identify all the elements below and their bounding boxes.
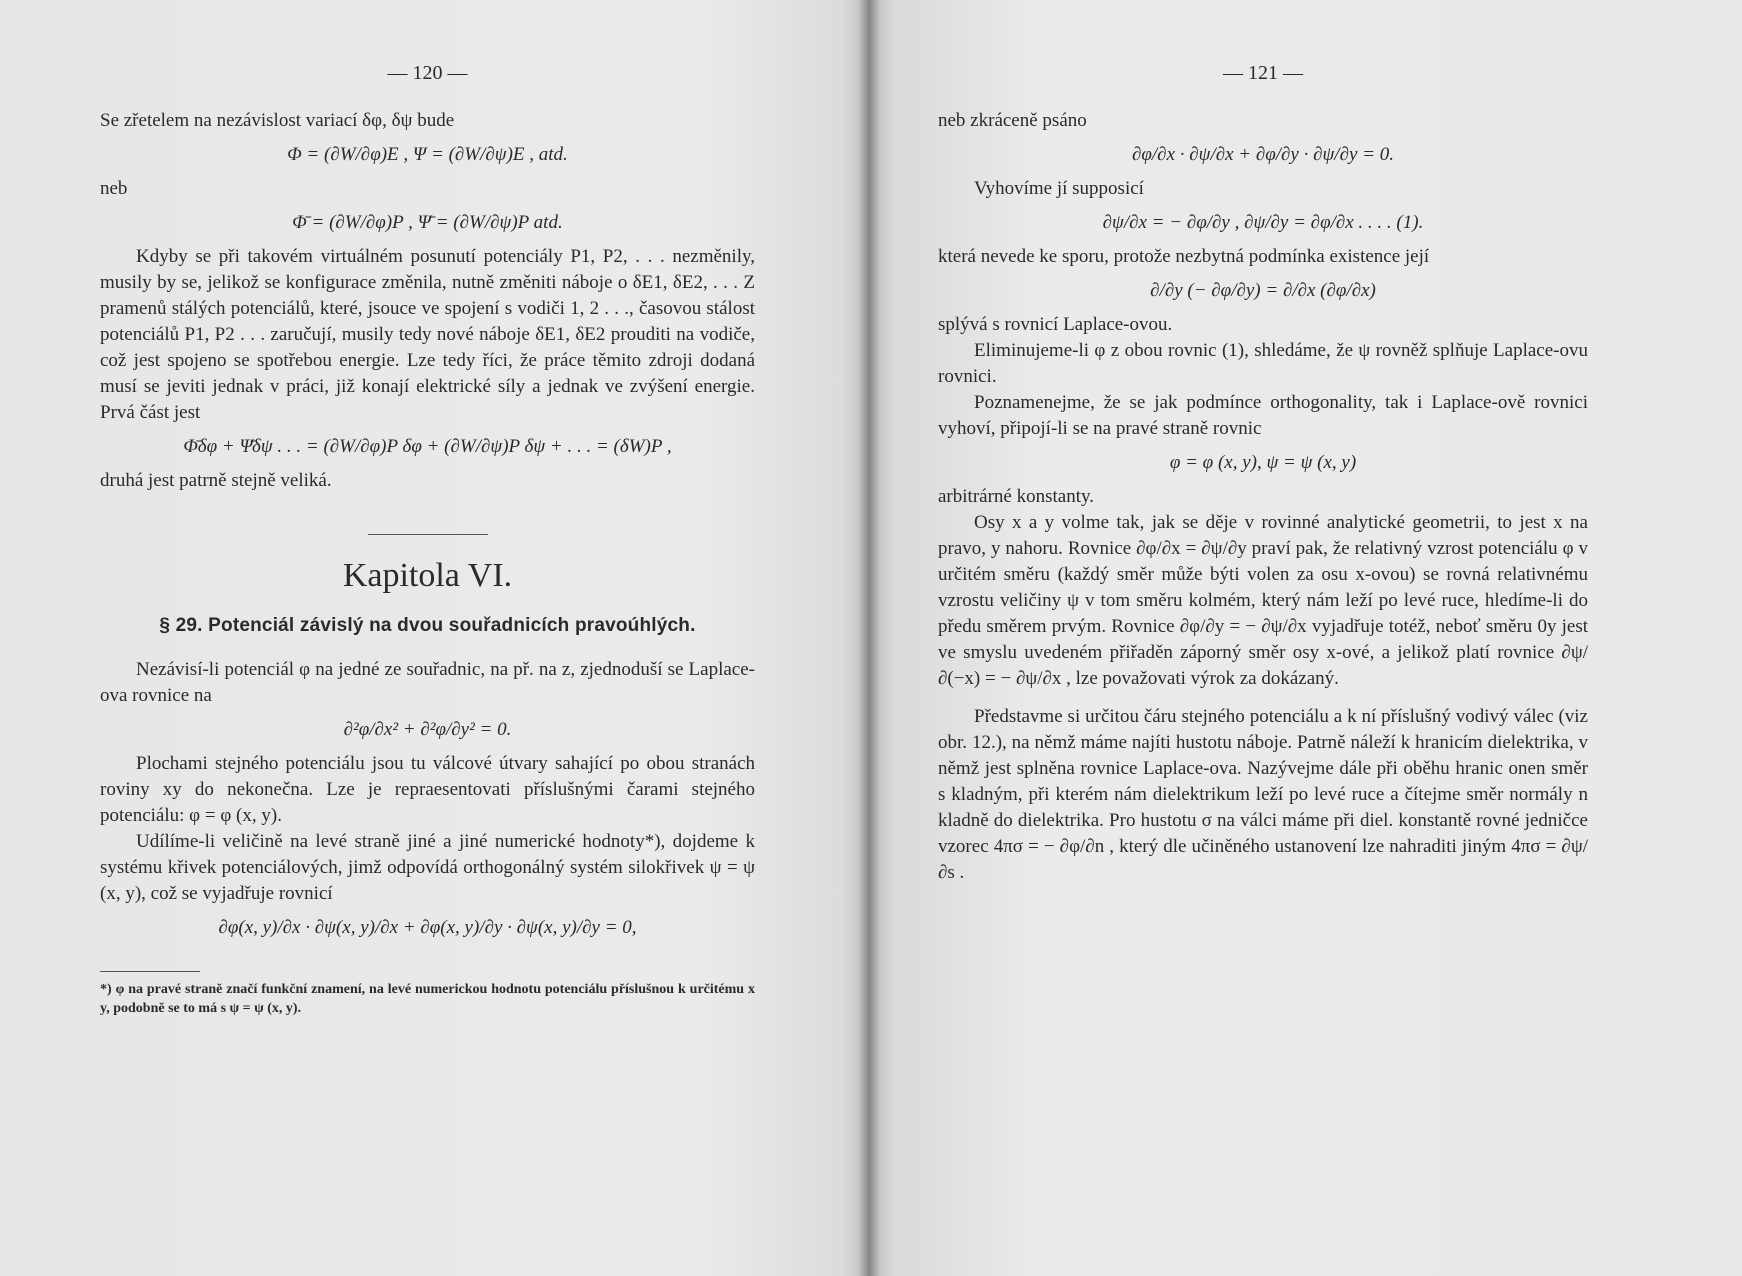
section-heading: § 29. Potenciál závislý na dvou souřadnicích pravoúhlých.	[159, 615, 696, 636]
right-paragraph-3: která nevede ke sporu, protože nezbytná podmínka existence její	[938, 246, 1430, 267]
right-text-column	[938, 60, 1588, 886]
left-equation-3: Φ̄δφ + Ψ̄δψ . . . = (∂W/∂φ)P δφ + (∂W/∂ψ)P δψ + . . . = (δW)P ,	[183, 436, 672, 457]
left-equation-1: Φ = (∂W/∂φ)E , Ψ = (∂W/∂ψ)E , atd.	[287, 144, 568, 165]
right-equation-2: ∂ψ/∂x = − ∂φ/∂y , ∂ψ/∂y = ∂φ/∂x . . . . (1).	[1102, 212, 1424, 233]
left-equation-5: ∂φ(x, y)/∂x · ∂ψ(x, y)/∂x + ∂φ(x, y)/∂y · ∂ψ(x, y)/∂y = 0,	[218, 917, 637, 938]
left-equation-4: ∂²φ/∂x² + ∂²φ/∂y² = 0.	[343, 719, 512, 740]
footnote: *) φ na pravé straně značí funkční znamení, na levé numerickou hodnotu potenciálu příslušnou k určitému x y, podobně se to má s ψ = ψ (x, y).	[100, 982, 755, 1016]
chapter-divider	[368, 534, 488, 535]
right-paragraph-6: Poznamenejme, že se jak podmínce orthogonality, tak i Laplace-ově rovnici vyhoví, připojí-li se na pravé straně rovnic	[938, 392, 1588, 439]
left-neb: neb	[100, 178, 128, 199]
chapter-heading: Kapitola VI.	[342, 557, 513, 594]
left-paragraph-2: Kdyby se při takovém virtuálném posunutí potenciály P1, P2, . . . nezměnily, musily by se, jelikož se konfigurace změnila, nutně změniti náboje o δE1, δE2, . . . Z pramenů stálých potenciálů, které, jsouce ve spojení s vodiči 1, 2 . . ., časovou stálost potenciálů P1, P2 . . . zaručují, musily tedy nové náboje δE1, δE2 prouditi na vodiče, což jest spojeno se spotřebou energie. Lze tedy říci, že práce těmito zdroji dodaná musí se jeviti jednak v práci, již konají elektrické síly a jednak ve zvýšení energie. Prvá část jest	[100, 246, 755, 423]
book-gutter	[858, 0, 880, 1276]
left-paragraph-3: druhá jest patrně stejně veliká.	[100, 470, 332, 491]
left-paragraph-4: Nezávisí-li potenciál φ na jedné ze souřadnic, na př. na z, zjednoduší se Laplace-ova rovnice na	[100, 659, 755, 706]
left-paragraph-5: Plochami stejného potenciálu jsou tu válcové útvary sahající po obou stranách roviny xy do nekonečna. Lze je repraesentovati příslušnými čarami stejného potenciálu: φ = φ (x, y).	[100, 753, 755, 826]
footnote-divider	[100, 971, 200, 972]
right-paragraph-5: Eliminujeme-li φ z obou rovnic (1), shledáme, že ψ rovněž splňuje Laplace-ovu rovnici.	[938, 340, 1588, 387]
right-equation-1: ∂φ/∂x · ∂ψ/∂x + ∂φ/∂y · ∂ψ/∂y = 0.	[1132, 144, 1394, 165]
right-equation-4: φ = φ (x, y), ψ = ψ (x, y)	[1169, 452, 1357, 473]
left-paragraph-1: Se zřetelem na nezávislost variací δφ, δψ bude	[100, 110, 455, 131]
left-equation-2: Φ̄ = (∂W/∂φ)P , Ψ̄ = (∂W/∂ψ)P atd.	[292, 212, 563, 233]
right-paragraph-9: Představme si určitou čáru stejného potenciálu a k ní příslušný vodivý válec (viz obr. 12.), na němž máme najíti hustotu náboje. Patrně náleží k hranicím dielektrika, v němž jest splněna rovnice Laplace-ova. Nazývejme dále při oběhu hranic onen směr s kladným, při kterém nám dielektrikum leží po levé ruce a čítejme směr normály n kladně do dielektrika. Pro hustotu σ na válci máme při diel. konstantě rovné jedničce vzorec 4πσ = − ∂φ/∂n , který dle učiněného ustanovení lze nahraditi jiným 4πσ = ∂ψ/∂s .	[938, 706, 1588, 883]
right-page	[868, 0, 1742, 1276]
right-paragraph-2: Vyhovíme jí supposicí	[974, 178, 1144, 199]
right-paragraph-1: neb zkráceně psáno	[938, 110, 1087, 131]
right-paragraph-7: arbitrárné konstanty.	[938, 486, 1094, 507]
right-equation-3: ∂/∂y (− ∂φ/∂y) = ∂/∂x (∂φ/∂x)	[1150, 280, 1376, 301]
left-page	[0, 0, 868, 1276]
right-paragraph-8: Osy x a y volme tak, jak se děje v rovinné analytické geometrii, to jest x na pravo, y nahoru. Rovnice ∂φ/∂x = ∂ψ/∂y praví pak, že relativný vzrost potenciálu φ v určitém směru (každý směr může býti volen za osu x-ovou) se rovná relativnému vzrostu veličiny ψ v tom směru kolmém, který nám leží po levé ruce, hledíme-li do předu směrem prvým. Rovnice ∂φ/∂y = − ∂ψ/∂x vyjadřuje totéž, neboť směru 0y jest ve smyslu uvedeném přiřaděn záporný směr osy x-ové, a jelikož platí rovnice ∂ψ/∂(−x) = − ∂ψ/∂x , lze považovati výrok za dokázaný.	[938, 512, 1588, 689]
page-number-left: — 120 —	[387, 62, 468, 84]
left-paragraph-6: Udílíme-li veličině na levé straně jiné a jiné numerické hodnoty*), dojdeme k systému křivek potenciálových, jimž odpovídá orthogonálný systém silokřivek ψ = ψ (x, y), což se vyjadřuje rovnicí	[100, 831, 755, 904]
left-text-column	[100, 60, 755, 1018]
right-paragraph-4: splývá s rovnicí Laplace-ovou.	[938, 314, 1173, 335]
page-number-right: — 121 —	[1223, 62, 1303, 84]
